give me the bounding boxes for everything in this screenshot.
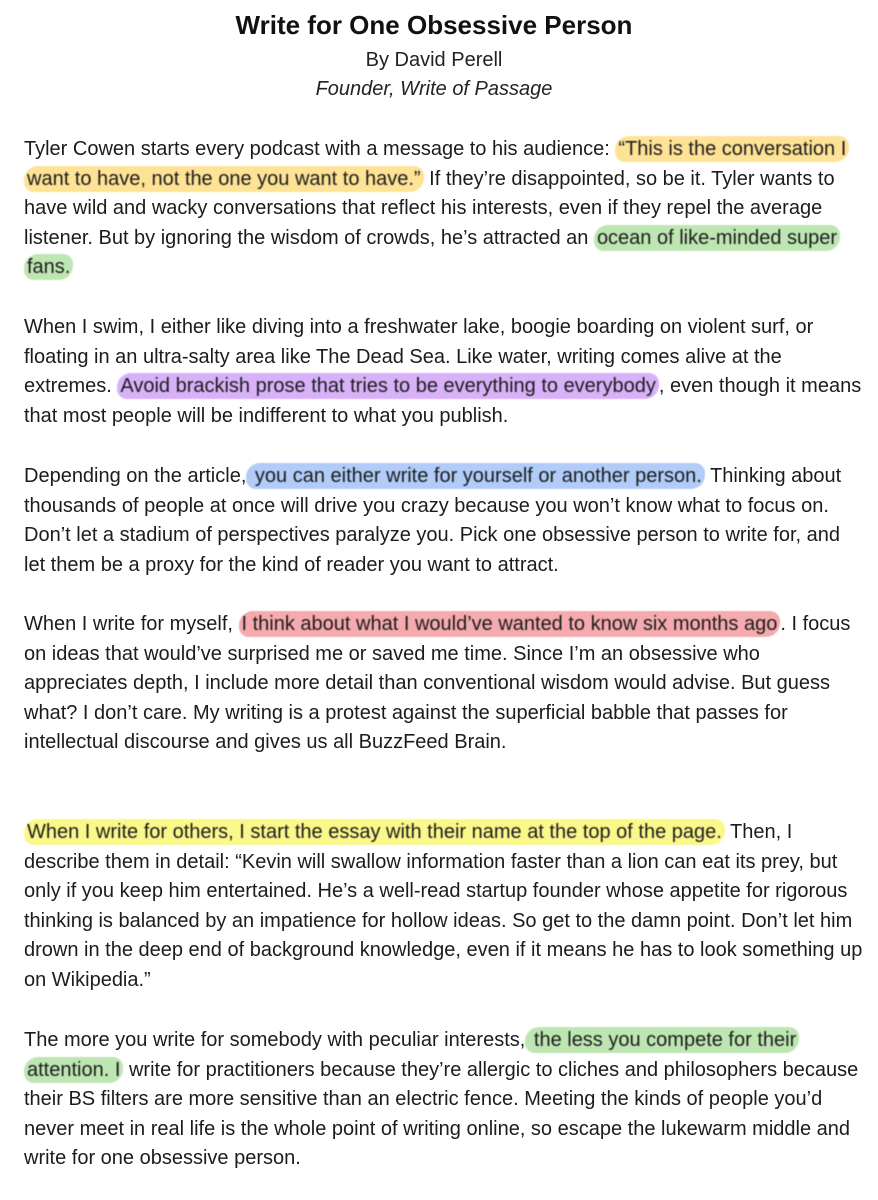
author-byline: By David Perell: [365, 49, 503, 71]
paragraph-text: Thinking about thousands of people at once will drive you crazy because you won’t know what to focus on. Don’t let a stadium of perspectives paralyze you. Pick one obsessive person to write for, and let them be a proxy for the kind of reader you want to attract.: [24, 465, 842, 576]
paragraph-text: The more you write for somebody with peculiar interests,: [24, 1029, 526, 1051]
paragraph-text: , even though it means that most people will be indifferent to what you publish.: [24, 375, 862, 427]
paragraph-5: [24, 818, 864, 996]
highlight-lemon: When I write for others, I start the essay with their name at the top of the page.: [24, 819, 725, 845]
paragraph-1: [24, 135, 864, 283]
paragraph-text: When I swim, I either like diving into a freshwater lake, boogie boarding on violent surf, or floating in an ultra-salty area like The Dead Sea. Like water, writing comes alive at the extremes.: [24, 316, 814, 398]
paragraph-text: Tyler Cowen starts every podcast with a message to his audience:: [24, 138, 616, 160]
paragraph-6: [24, 1026, 864, 1174]
highlight-red: I think about what I would’ve wanted to know six months ago: [239, 611, 781, 637]
author-role: Founder, Write of Passage: [315, 78, 553, 100]
paragraph-3: [24, 462, 864, 580]
paragraph-text: write for practitioners because they’re allergic to cliches and philosophers because their BS filters are more sensitive than an electric fence. Meeting the kinds of people you’d never meet in real life is the whole point of writing online, so escape the lukewarm middle and write for one obsessive person.: [24, 1058, 859, 1170]
paragraph-4: [24, 610, 864, 758]
highlight-green: the less you compete for their attention. I: [24, 1027, 799, 1083]
highlight-green: ocean of like-minded super fans.: [24, 225, 840, 281]
paragraph-2: [24, 313, 864, 431]
paragraph-text: . I focus on ideas that would’ve surprised me or saved me time. Since I’m an obsessive who appreciates depth, I include more detail than conventional wisdom would advise. But guess what? I don’t care. My writing is a protest against the superficial babble that passes for intellectual discourse and gives us all BuzzFeed Brain.: [24, 613, 851, 754]
highlight-blue: you can either write for yourself or another person.: [246, 463, 704, 489]
highlight-yellow: “This is the conversation I want to have, not the one you want to have.”: [24, 136, 849, 192]
paragraph-text: If they’re disappointed, so be it. Tyler wants to have wild and wacky conversations that reflect his interests, even if they repel the average listener. But by ignoring the wisdom of crowds, he’s attracted an: [24, 167, 835, 249]
paragraph-text: Then, I describe them in detail: “Kevin will swallow information faster than a lion can eat its prey, but only if you keep him entertained. He’s a well-read startup founder whose appetite for rigorous thinking is balanced by an impatience for hollow ideas. So get to the damn point. Don’t let him drown in the deep end of background knowledge, even if it means he has to look something up on Wikipedia.”: [24, 821, 863, 991]
highlight-purple: Avoid brackish prose that tries to be everything to everybody: [117, 373, 658, 399]
paragraph-text: Depending on the article,: [24, 465, 247, 487]
article-title: Write for One Obsessive Person: [235, 10, 633, 40]
paragraph-text: When I write for myself,: [24, 613, 239, 635]
